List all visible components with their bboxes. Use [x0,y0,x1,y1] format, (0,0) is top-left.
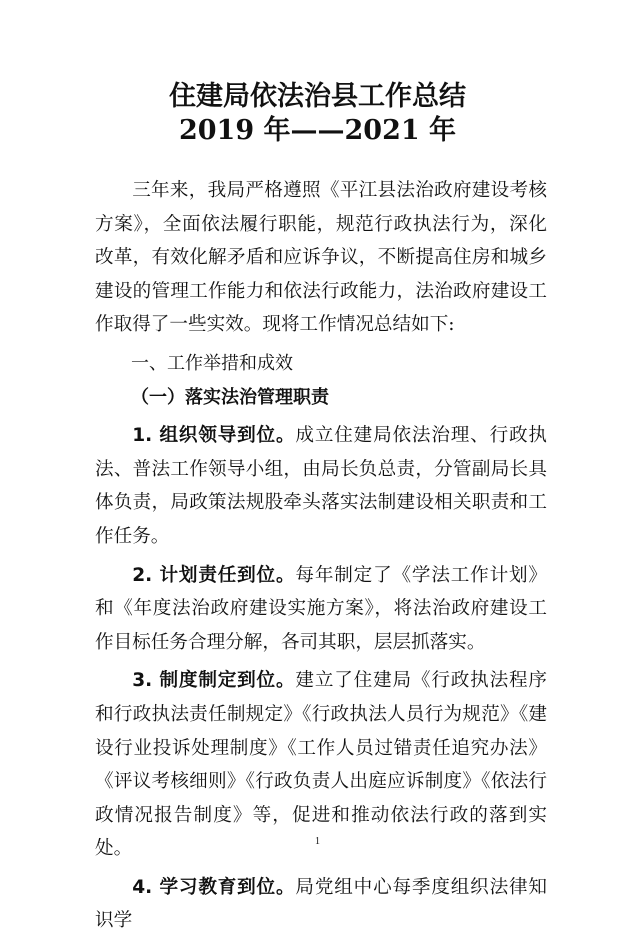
document-body [95,174,547,938]
item-paragraph-4 [95,871,547,938]
intro-paragraph: 三年来，我局严格遵照《平江县法治政府建设考核方案》，全面依法履行职能，规范行政执法行为，深化改革，有效化解矛盾和应诉争议，不断提高住房和城乡建设的管理工作能力和依法行政能力，法治政府建设工作取得了一些实效。现将工作情况总结如下: [95,180,547,336]
item-paragraph-2 [95,559,547,660]
item-lead-3: 3. 制度制定到位。 [132,670,296,692]
item-lead-1: 1. 组织领导到位。 [132,425,296,447]
document-title: 住建局依法治县工作总结 [169,81,466,112]
item-text-2: 每年制定了《学法工作计划》和《年度法治政府建设实施方案》，将法治政府建设工作目标任务合理分解，各司其职，层层抓落实。 [95,564,547,653]
item-lead-2: 2. 计划责任到位。 [132,564,296,586]
item-paragraph-1 [95,419,547,553]
document-subtitle-years: 2019 年——2021 年 [178,115,457,146]
page-number: 1 [315,836,320,847]
item-text-4: 局党组中心每季度组织法律知识学 [95,876,547,932]
subsection-heading: （一）落实法治管理职责 [131,386,329,408]
section-heading: 一、工作举措和成效 [131,352,293,374]
item-text-3: 建立了住建局《行政执法程序和行政执法责任制规定》《行政执法人员行为规范》《建设行业投诉处理制度》《工作人员过错责任追究办法》《评议考核细则》《行政负责人出庭应诉制度》《依法行政情况报告制度》等，促进和推动依法行政的落到实处。 [95,670,547,860]
item-text-1: 成立住建局依法治理、行政执法、普法工作领导小组，由局长负总责，分管副局长具体负责，局政策法规股牵头落实法制建设相关职责和工作任务。 [95,425,547,547]
item-lead-4: 4. 学习教育到位。 [132,876,296,898]
